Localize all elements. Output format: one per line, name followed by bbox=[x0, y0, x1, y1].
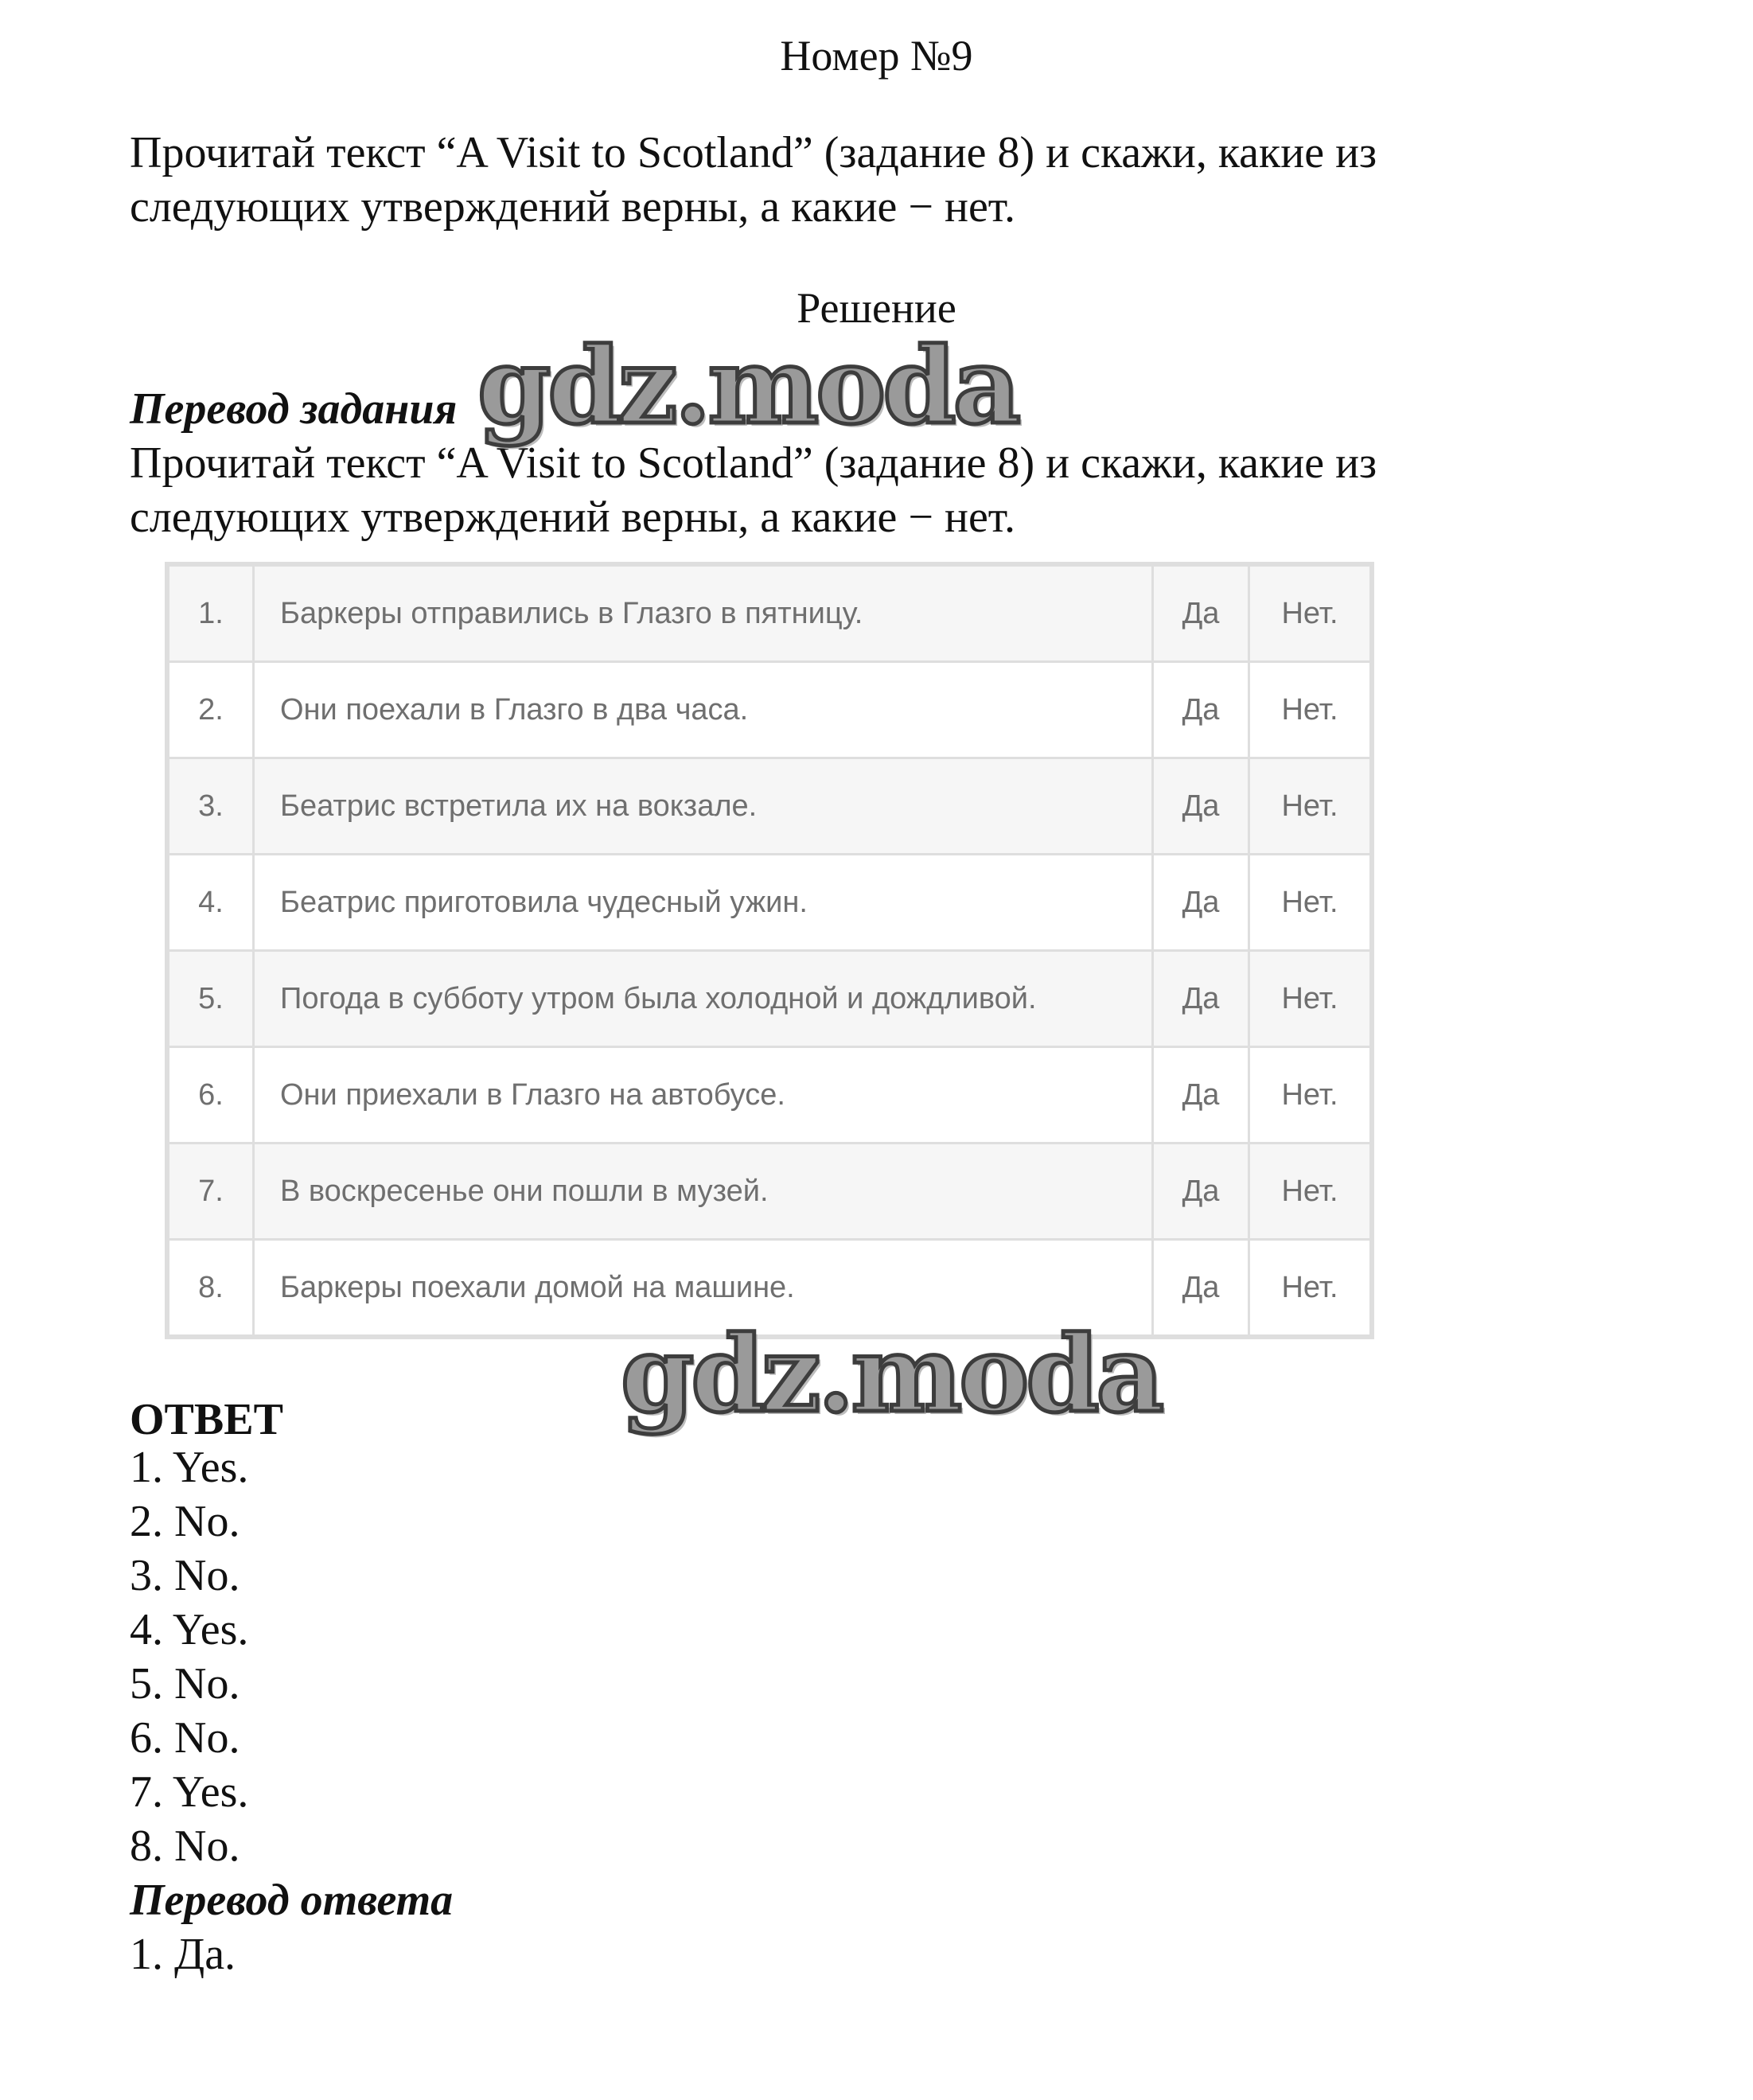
option-no: Нет. bbox=[1249, 855, 1371, 951]
statement-text: Баркеры отправились в Глазго в пятницу. bbox=[254, 566, 1153, 662]
table-row bbox=[169, 662, 1371, 758]
option-no: Нет. bbox=[1249, 1047, 1371, 1144]
task-line-2: следующих утверждений верны, а какие − нет. bbox=[130, 182, 1016, 232]
option-no: Нет. bbox=[1249, 758, 1371, 855]
table-row bbox=[169, 951, 1371, 1047]
answer-item: 2. No. bbox=[130, 1497, 240, 1546]
option-no: Нет. bbox=[1249, 951, 1371, 1047]
option-yes: Да bbox=[1153, 566, 1249, 662]
answer-heading: ОТВЕТ bbox=[130, 1395, 283, 1444]
answer-item: 5. No. bbox=[130, 1659, 240, 1708]
statement-text: Погода в субботу утром была холодной и дождливой. bbox=[254, 951, 1153, 1047]
option-no: Нет. bbox=[1249, 662, 1371, 758]
row-number: 4. bbox=[169, 855, 254, 951]
translation-text bbox=[130, 436, 1642, 544]
translation-line-1: Прочитай текст “A Visit to Scotland” (задание 8) и скажи, какие из bbox=[130, 438, 1377, 488]
watermark-logo: gdz.moda bbox=[621, 1313, 1162, 1436]
answer-item: 7. Yes. bbox=[130, 1767, 249, 1817]
statement-text: В воскресенье они пошли в музей. bbox=[254, 1144, 1153, 1240]
answer-translation-heading: Перевод ответа bbox=[130, 1876, 454, 1925]
row-number: 8. bbox=[169, 1240, 254, 1336]
answer-item: 1. Yes. bbox=[130, 1443, 249, 1492]
solution-heading: Решение bbox=[797, 284, 956, 332]
statements-table bbox=[165, 562, 1374, 1339]
statement-text: Беатрис встретила их на вокзале. bbox=[254, 758, 1153, 855]
answer-translation-item: 1. Да. bbox=[130, 1930, 236, 1979]
task-text bbox=[130, 126, 1642, 234]
table-row bbox=[169, 758, 1371, 855]
translation-line-2: следующих утверждений верны, а какие − нет. bbox=[130, 493, 1016, 542]
answer-item: 3. No. bbox=[130, 1551, 240, 1600]
table-row bbox=[169, 566, 1371, 662]
watermark-logo: gdz.moda bbox=[477, 325, 1019, 448]
row-number: 3. bbox=[169, 758, 254, 855]
option-yes: Да bbox=[1153, 758, 1249, 855]
option-yes: Да bbox=[1153, 855, 1249, 951]
table-row bbox=[169, 1144, 1371, 1240]
answer-list bbox=[130, 1440, 248, 1873]
row-number: 6. bbox=[169, 1047, 254, 1144]
row-number: 7. bbox=[169, 1144, 254, 1240]
option-no: Нет. bbox=[1249, 1240, 1371, 1336]
statement-text: Они поехали в Глазго в два часа. bbox=[254, 662, 1153, 758]
table-row bbox=[169, 1047, 1371, 1144]
statement-text: Беатрис приготовила чудесный ужин. bbox=[254, 855, 1153, 951]
translation-heading: Перевод задания bbox=[130, 384, 458, 434]
task-line-1: Прочитай текст “A Visit to Scotland” (задание 8) и скажи, какие из bbox=[130, 128, 1377, 177]
option-yes: Да bbox=[1153, 662, 1249, 758]
option-yes: Да bbox=[1153, 951, 1249, 1047]
option-yes: Да bbox=[1153, 1240, 1249, 1336]
answer-item: 6. No. bbox=[130, 1713, 240, 1763]
option-no: Нет. bbox=[1249, 1144, 1371, 1240]
page-title: Номер №9 bbox=[780, 32, 973, 80]
answer-translation-list bbox=[130, 1927, 236, 1981]
option-no: Нет. bbox=[1249, 566, 1371, 662]
option-yes: Да bbox=[1153, 1047, 1249, 1144]
statements-table-grid bbox=[167, 564, 1372, 1337]
statement-text: Они приехали в Глазго на автобусе. bbox=[254, 1047, 1153, 1144]
row-number: 5. bbox=[169, 951, 254, 1047]
statement-text: Баркеры поехали домой на машине. bbox=[254, 1240, 1153, 1336]
option-yes: Да bbox=[1153, 1144, 1249, 1240]
row-number: 2. bbox=[169, 662, 254, 758]
row-number: 1. bbox=[169, 566, 254, 662]
table-row bbox=[169, 855, 1371, 951]
answer-item: 4. Yes. bbox=[130, 1605, 249, 1654]
answer-item: 8. No. bbox=[130, 1821, 240, 1871]
